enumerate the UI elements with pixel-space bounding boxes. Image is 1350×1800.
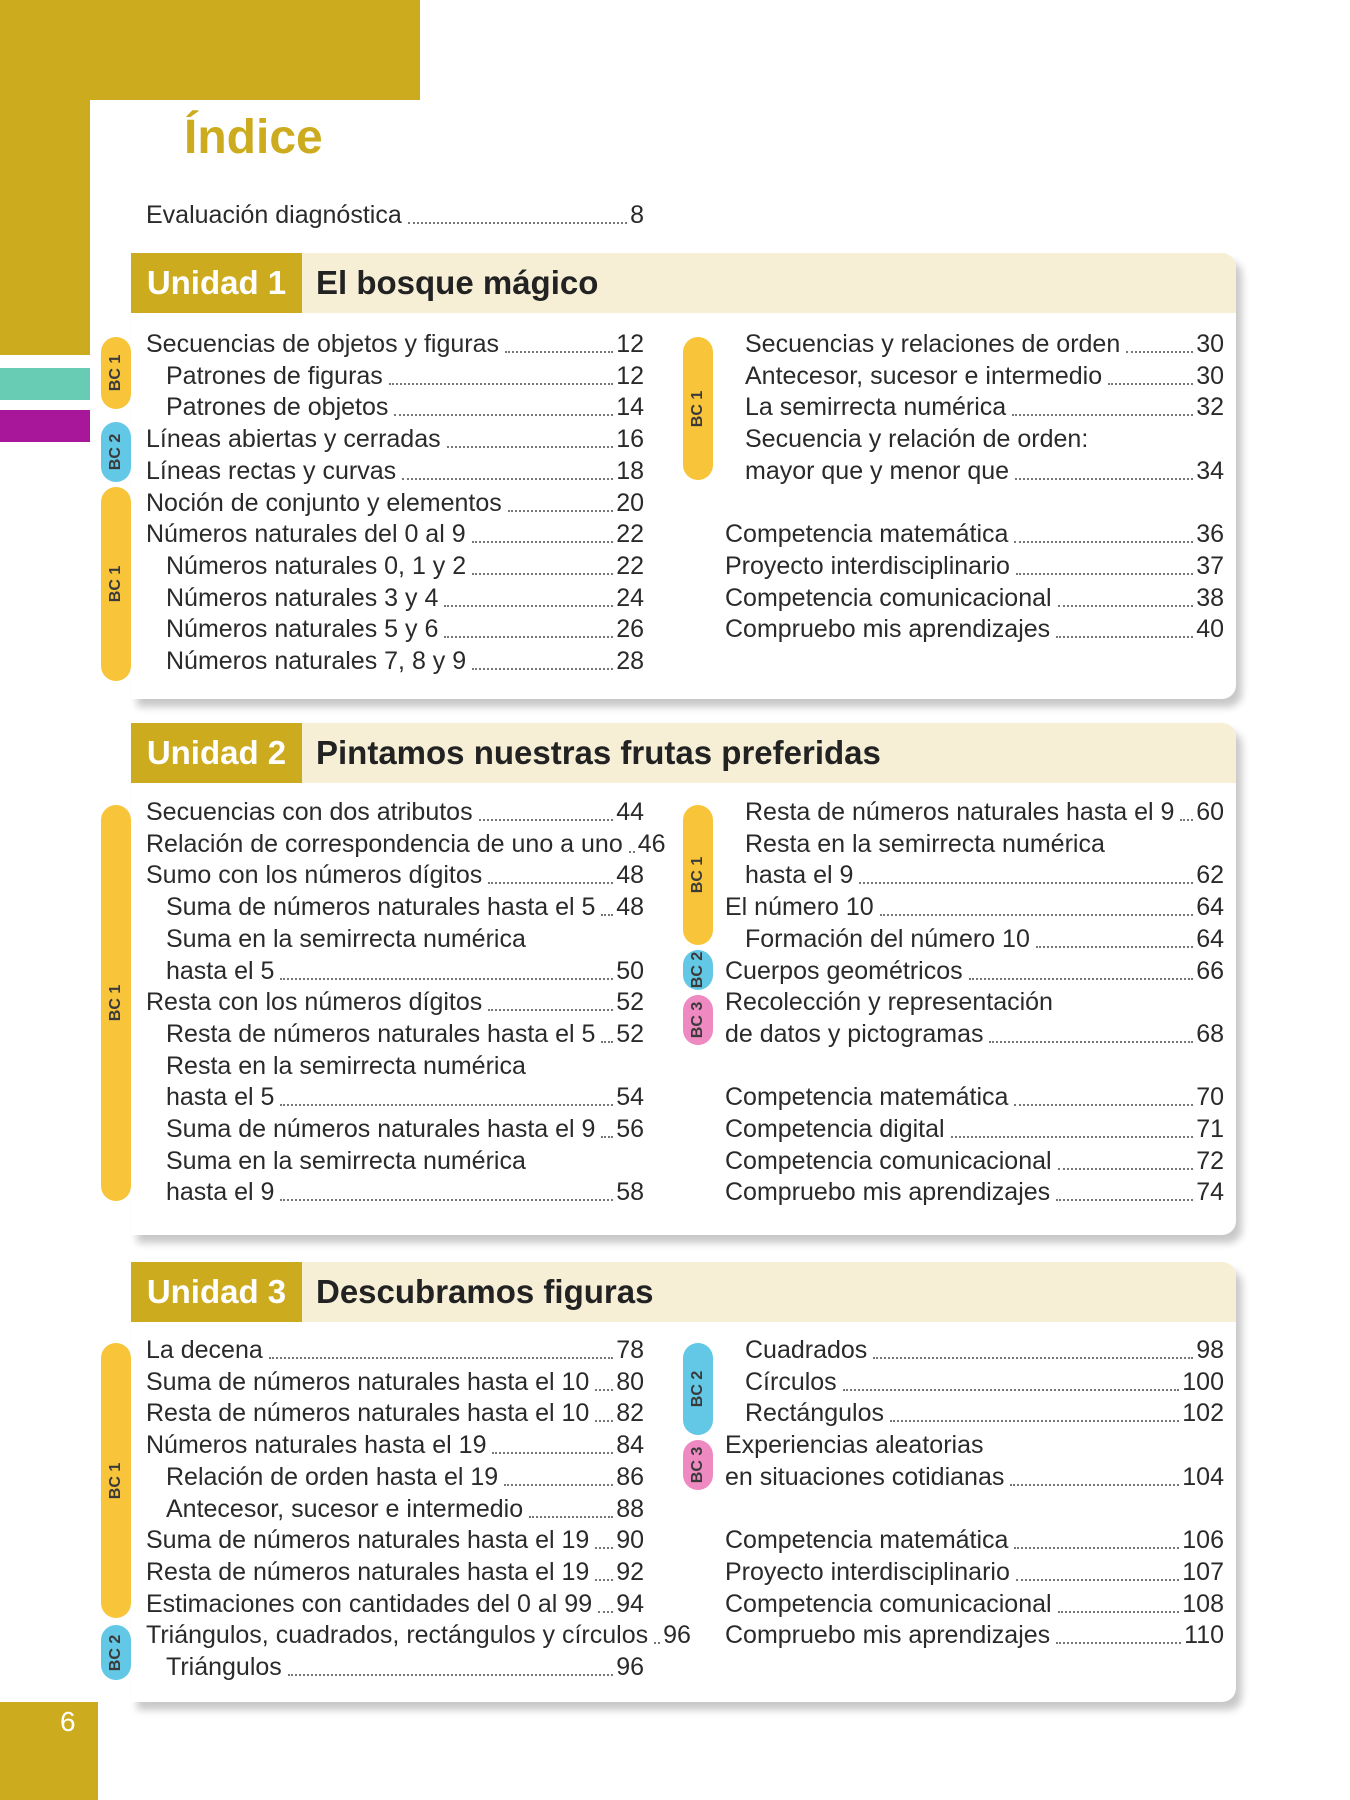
toc-entry[interactable]	[146, 423, 644, 455]
toc-entry-label: Triángulos, cuadrados, rectángulos y círculos	[146, 1621, 649, 1650]
dot-leader	[505, 351, 613, 353]
toc-entry-page: 12	[616, 330, 644, 358]
dot-leader	[1014, 1547, 1179, 1549]
toc-entry[interactable]	[146, 518, 644, 550]
toc-entry-page: 60	[1196, 798, 1224, 826]
toc-entry[interactable]	[725, 1619, 1224, 1651]
unit-header	[131, 723, 1236, 783]
toc-entry-page: 68	[1196, 1019, 1224, 1048]
block-tab-bc2	[101, 1625, 131, 1680]
toc-entry-line[interactable]: Secuencia y relación de orden:	[745, 425, 1089, 454]
toc-entry[interactable]	[146, 986, 644, 1018]
toc-entry-label: Cuerpos geométricos	[725, 956, 963, 985]
dot-leader	[1012, 414, 1193, 416]
toc-entry[interactable]	[745, 328, 1224, 360]
toc-entry-page: 30	[1196, 330, 1224, 358]
block-tab-bc2	[683, 950, 713, 990]
toc-entry[interactable]	[146, 1588, 644, 1620]
toc-entry[interactable]	[725, 1556, 1224, 1588]
toc-entry[interactable]	[745, 923, 1224, 955]
block-tab-label: BC 1	[689, 856, 706, 894]
toc-entry-label: Números naturales 3 y 4	[166, 583, 439, 612]
toc-entry-page: 74	[1196, 1178, 1224, 1207]
dot-leader	[629, 851, 635, 853]
toc-entry-page: 37	[1196, 551, 1224, 580]
dot-leader	[969, 978, 1194, 980]
toc-entry[interactable]	[166, 391, 644, 423]
toc-entry-page: 56	[616, 1115, 644, 1143]
toc-entry-page: 110	[1184, 1621, 1224, 1650]
dot-leader	[598, 1611, 613, 1613]
toc-entry-label: de datos y pictogramas	[725, 1019, 984, 1048]
dot-leader	[890, 1420, 1179, 1422]
toc-entry-page: 54	[616, 1083, 644, 1112]
toc-entry-page: 96	[616, 1653, 644, 1681]
toc-entry-label: Competencia comunicacional	[725, 583, 1052, 612]
toc-entry-page: 12	[616, 361, 644, 390]
toc-entry-page: 34	[1196, 456, 1224, 485]
dot-leader	[1016, 573, 1193, 575]
dot-leader	[408, 222, 627, 224]
dot-leader	[288, 1674, 613, 1676]
toc-entry[interactable]	[146, 455, 644, 487]
toc-entry[interactable]	[725, 1145, 1224, 1177]
block-tab-bc1	[101, 337, 131, 409]
toc-entry-label: Noción de conjunto y elementos	[146, 488, 502, 517]
toc-entry-page: 36	[1196, 520, 1224, 549]
dot-leader	[280, 1199, 613, 1201]
toc-entry-page: 52	[616, 988, 644, 1017]
toc-entry[interactable]	[725, 891, 1224, 923]
toc-entry-label: Competencia matemática	[725, 1083, 1009, 1112]
toc-entry-page: 40	[1196, 615, 1224, 644]
toc-entry[interactable]	[166, 645, 644, 677]
block-tab-label: BC 1	[107, 354, 124, 392]
toc-entry-label: hasta el 5	[166, 956, 275, 985]
toc-entry-label: Estimaciones con cantidades del 0 al 99	[146, 1589, 593, 1618]
dot-leader	[488, 1009, 613, 1011]
toc-entry-label: Triángulos	[166, 1653, 282, 1681]
toc-entry[interactable]	[146, 1397, 644, 1429]
dot-leader	[472, 573, 613, 575]
block-tab-label: BC 1	[689, 390, 706, 427]
toc-entry-label: Resta con los números dígitos	[146, 988, 483, 1017]
block-tab-label: BC 2	[107, 1634, 124, 1671]
block-tab-bc2	[683, 1343, 713, 1435]
toc-entry-label: mayor que y menor que	[745, 456, 1010, 485]
toc-entry[interactable]	[725, 518, 1224, 550]
toc-entry[interactable]	[725, 1113, 1224, 1145]
toc-entry-label: Secuencias de objetos y figuras	[146, 330, 499, 358]
dot-leader	[508, 510, 613, 512]
toc-entry-label: La decena	[146, 1336, 263, 1364]
toc-entry-page: 106	[1182, 1526, 1224, 1555]
toc-entry-page: 104	[1182, 1462, 1224, 1491]
toc-entry-page: 102	[1182, 1399, 1224, 1428]
block-tab-bc3	[683, 1440, 713, 1490]
block-tab-bc1	[101, 487, 131, 681]
toc-entry-page: 78	[616, 1336, 644, 1364]
dot-leader	[1014, 541, 1193, 543]
toc-entry-label: Competencia comunicacional	[725, 1589, 1052, 1618]
toc-entry-label: Secuencias y relaciones de orden	[745, 330, 1121, 358]
dot-leader	[595, 1547, 613, 1549]
toc-entry-page: 107	[1182, 1557, 1224, 1586]
toc-entry-line[interactable]: Resta en la semirrecta numérica	[166, 1051, 526, 1080]
toc-entry[interactable]	[725, 550, 1224, 582]
dot-leader	[595, 1420, 613, 1422]
toc-entry-page: 98	[1196, 1336, 1224, 1364]
toc-entry-label: Competencia matemática	[725, 1526, 1009, 1555]
toc-entry-label: La semirrecta numérica	[745, 393, 1007, 422]
toc-entry-label: Proyecto interdisciplinario	[725, 551, 1010, 580]
magenta-accent-bar	[0, 410, 90, 442]
toc-entry[interactable]	[166, 613, 644, 645]
toc-entry-label: Números naturales 7, 8 y 9	[166, 647, 467, 675]
block-tab-label: BC 1	[107, 565, 124, 603]
toc-entry-label: Competencia digital	[725, 1115, 945, 1143]
toc-entry-page: 62	[1196, 861, 1224, 890]
toc-entry-page: 24	[616, 583, 644, 612]
dot-leader	[1058, 605, 1194, 607]
toc-entry-page: 64	[1196, 924, 1224, 953]
toc-entry-page: 8	[630, 201, 644, 229]
toc-entry-page: 38	[1196, 583, 1224, 612]
dot-leader	[1108, 383, 1193, 385]
block-tab-bc1	[683, 805, 713, 945]
dot-leader	[595, 1579, 613, 1581]
dot-leader	[444, 636, 613, 638]
toc-entry[interactable]	[745, 859, 1224, 891]
toc-entry-label: Números naturales hasta el 19	[146, 1431, 487, 1460]
toc-entry[interactable]	[146, 1556, 644, 1588]
toc-entry[interactable]	[166, 1493, 644, 1525]
dot-leader	[595, 1389, 613, 1391]
toc-entry-label: Evaluación diagnóstica	[146, 201, 402, 229]
block-tab-bc3	[683, 995, 713, 1045]
toc-entry-page: 108	[1182, 1589, 1224, 1618]
toc-entry-evaluation[interactable]	[146, 197, 644, 231]
toc-entry-line[interactable]: Experiencias aleatorias	[725, 1431, 984, 1460]
unit-name: Pintamos nuestras frutas preferidas	[316, 734, 881, 771]
toc-entry-page: 48	[616, 861, 644, 890]
toc-entry-page: 14	[616, 393, 644, 422]
toc-entry[interactable]	[146, 1429, 644, 1461]
toc-entry-label: Cuadrados	[745, 1336, 868, 1364]
dot-leader	[1016, 1579, 1179, 1581]
block-tab-label: BC 3	[689, 1001, 706, 1039]
toc-entry-label: Círculos	[745, 1367, 837, 1396]
unit-header	[131, 253, 1236, 313]
toc-entry-label: en situaciones cotidianas	[725, 1462, 1005, 1491]
dot-leader	[654, 1642, 660, 1644]
dot-leader	[504, 1484, 613, 1486]
dot-leader	[280, 1104, 613, 1106]
toc-entry-line[interactable]: Recolección y representación	[725, 988, 1053, 1017]
toc-entry-page: 58	[616, 1178, 644, 1207]
toc-entry-label: El número 10	[725, 893, 874, 922]
unit-label: Unidad 1	[131, 253, 302, 313]
dot-leader	[488, 882, 613, 884]
toc-entry[interactable]	[146, 796, 644, 828]
page-number: 6	[60, 1706, 76, 1737]
dot-leader	[1014, 1104, 1193, 1106]
dot-leader	[1058, 1611, 1180, 1613]
toc-entry-label: Compruebo mis aprendizajes	[725, 1178, 1051, 1207]
toc-entry[interactable]	[166, 1018, 644, 1050]
toc-entry[interactable]	[146, 328, 644, 360]
block-tab-label: BC 2	[107, 433, 124, 471]
dot-leader	[444, 605, 613, 607]
dot-leader	[601, 1041, 613, 1043]
dot-leader	[402, 478, 613, 480]
toc-entry[interactable]	[146, 487, 644, 519]
dot-leader	[472, 541, 614, 543]
toc-entry-page: 64	[1196, 893, 1224, 922]
block-tab-label: BC 3	[689, 1446, 706, 1484]
toc-entry[interactable]	[146, 1334, 644, 1366]
toc-entry-label: Suma de números naturales hasta el 9	[166, 1115, 596, 1143]
toc-entry-page: 16	[616, 425, 644, 454]
toc-entry-page: 20	[616, 488, 644, 517]
dot-leader	[389, 383, 613, 385]
toc-entry-page: 66	[1196, 956, 1224, 985]
toc-entry[interactable]	[745, 1366, 1224, 1398]
toc-entry[interactable]	[725, 1524, 1224, 1556]
unit-name: El bosque mágico	[316, 264, 599, 301]
dot-leader	[880, 914, 1193, 916]
toc-entry-label: Rectángulos	[745, 1399, 884, 1428]
toc-entry[interactable]	[166, 550, 644, 582]
toc-entry-page: 82	[616, 1399, 644, 1428]
toc-entry-page: 96	[663, 1621, 691, 1650]
toc-entry[interactable]	[745, 1397, 1224, 1429]
toc-entry-label: Competencia matemática	[725, 520, 1009, 549]
block-tab-bc1	[101, 1343, 131, 1618]
toc-entry-page: 70	[1196, 1083, 1224, 1112]
toc-entry-label: Líneas abiertas y cerradas	[146, 425, 441, 454]
dot-leader	[1180, 819, 1193, 821]
dot-leader	[601, 914, 613, 916]
toc-entry-page: 18	[616, 456, 644, 485]
block-tab-bc1	[683, 337, 713, 480]
dot-leader	[601, 1136, 613, 1138]
block-tab-label: BC 2	[689, 951, 706, 989]
toc-entry-label: hasta el 5	[166, 1083, 275, 1112]
toc-entry-label: Secuencias con dos atributos	[146, 798, 473, 826]
unit-name: Descubramos figuras	[316, 1273, 654, 1310]
toc-entry-page: 84	[616, 1431, 644, 1460]
toc-entry[interactable]	[745, 360, 1224, 392]
toc-entry-line[interactable]: Suma en la semirrecta numérica	[166, 924, 526, 953]
toc-entry-label: Relación de orden hasta el 19	[166, 1462, 499, 1491]
dot-leader	[1036, 946, 1193, 948]
toc-entry[interactable]	[745, 391, 1224, 423]
toc-entry-page: 86	[616, 1462, 644, 1491]
toc-entry[interactable]	[725, 955, 1224, 987]
dot-leader	[1015, 478, 1193, 480]
unit-label: Unidad 3	[131, 1262, 302, 1322]
toc-entry[interactable]	[745, 1334, 1224, 1366]
toc-entry[interactable]	[725, 1081, 1224, 1113]
toc-entry-page: 26	[616, 615, 644, 644]
toc-entry[interactable]	[166, 1176, 644, 1208]
toc-entry-page: 52	[616, 1019, 644, 1048]
toc-entry-page: 90	[616, 1526, 644, 1555]
toc-entry-label: hasta el 9	[745, 861, 854, 890]
toc-entry[interactable]	[725, 613, 1224, 645]
toc-entry-page: 72	[1196, 1146, 1224, 1175]
toc-entry-page: 88	[616, 1494, 644, 1523]
toc-entry-label: Patrones de objetos	[166, 393, 389, 422]
dot-leader	[529, 1516, 613, 1518]
toc-entry-label: Suma de números naturales hasta el 19	[146, 1526, 590, 1555]
toc-entry[interactable]	[166, 955, 644, 987]
toc-entry-label: Relación de correspondencia de uno a uno	[146, 829, 623, 858]
toc-entry-label: Patrones de figuras	[166, 361, 383, 390]
toc-entry-label: Formación del número 10	[745, 924, 1030, 953]
block-tab-label: BC 1	[107, 1462, 124, 1499]
toc-entry-label: Antecesor, sucesor e intermedio	[745, 361, 1103, 390]
toc-entry[interactable]	[725, 1461, 1224, 1493]
dot-leader	[492, 1452, 613, 1454]
toc-entry-page: 92	[616, 1557, 644, 1586]
toc-entry-page: 22	[616, 551, 644, 580]
toc-entry-label: Proyecto interdisciplinario	[725, 1557, 1010, 1586]
toc-entry[interactable]	[146, 828, 666, 860]
unit-header	[131, 1262, 1236, 1322]
toc-entry[interactable]	[725, 1018, 1224, 1050]
toc-entry-label: Resta de números naturales hasta el 10	[146, 1399, 590, 1428]
toc-entry-label: Compruebo mis aprendizajes	[725, 615, 1051, 644]
dot-leader	[1058, 1168, 1194, 1170]
toc-entry-page: 30	[1196, 361, 1224, 390]
block-tab-bc2	[101, 422, 131, 482]
toc-entry-label: Antecesor, sucesor e intermedio	[166, 1494, 524, 1523]
dot-leader	[1010, 1484, 1179, 1486]
toc-entry-page: 50	[616, 956, 644, 985]
toc-entry[interactable]	[166, 1651, 644, 1683]
dot-leader	[859, 882, 1193, 884]
toc-entry-page: 100	[1182, 1367, 1224, 1396]
toc-entry[interactable]	[745, 455, 1224, 487]
dot-leader	[447, 446, 614, 448]
toc-entry-label: Números naturales 0, 1 y 2	[166, 551, 467, 580]
toc-entry[interactable]	[166, 1081, 644, 1113]
teal-accent-bar	[0, 368, 90, 400]
dot-leader	[1056, 636, 1193, 638]
unit-label: Unidad 2	[131, 723, 302, 783]
toc-entry-label: Números naturales del 0 al 9	[146, 520, 466, 549]
toc-entry-label: hasta el 9	[166, 1178, 275, 1207]
dot-leader	[873, 1357, 1193, 1359]
dot-leader	[394, 414, 613, 416]
toc-entry-label: Resta de números naturales hasta el 19	[146, 1557, 590, 1586]
left-color-strip	[0, 0, 90, 355]
toc-entry[interactable]	[745, 796, 1224, 828]
toc-entry-label: Competencia comunicacional	[725, 1146, 1052, 1175]
toc-entry-label: Compruebo mis aprendizajes	[725, 1621, 1051, 1650]
toc-entry-label: Suma de números naturales hasta el 10	[146, 1367, 590, 1396]
toc-entry[interactable]	[166, 582, 644, 614]
page-number-block	[0, 1702, 98, 1800]
toc-entry-page: 80	[616, 1367, 644, 1396]
toc-entry[interactable]	[166, 1113, 644, 1145]
toc-entry-line[interactable]: Suma en la semirrecta numérica	[166, 1146, 526, 1175]
dot-leader	[269, 1357, 613, 1359]
toc-entry[interactable]	[146, 1366, 644, 1398]
toc-entry-label: Resta de números naturales hasta el 5	[166, 1019, 596, 1048]
toc-entry-line[interactable]: Resta en la semirrecta numérica	[745, 829, 1105, 858]
dot-leader	[280, 978, 613, 980]
toc-entry-label: Resta de números naturales hasta el 9	[745, 798, 1175, 826]
dot-leader	[479, 819, 614, 821]
page-title: Índice	[184, 111, 323, 164]
toc-entry[interactable]	[725, 1176, 1224, 1208]
toc-entry-page: 28	[616, 647, 644, 675]
dot-leader	[989, 1041, 1193, 1043]
toc-entry[interactable]	[725, 1588, 1224, 1620]
toc-entry-page: 94	[616, 1589, 644, 1618]
block-tab-label: BC 2	[689, 1370, 706, 1408]
toc-entry-page: 32	[1196, 393, 1224, 422]
toc-entry-page: 48	[616, 893, 644, 922]
dot-leader	[1056, 1199, 1193, 1201]
toc-entry[interactable]	[146, 1619, 691, 1651]
toc-entry[interactable]	[166, 1461, 644, 1493]
dot-leader	[1056, 1642, 1181, 1644]
toc-entry-label: Suma de números naturales hasta el 5	[166, 893, 596, 922]
block-tab-label: BC 1	[107, 984, 124, 1022]
toc-entry-page: 22	[616, 520, 644, 549]
dot-leader	[472, 668, 613, 670]
toc-entry[interactable]	[146, 859, 644, 891]
block-tab-bc1	[101, 805, 131, 1201]
dot-leader	[951, 1136, 1194, 1138]
toc-entry[interactable]	[725, 582, 1224, 614]
toc-entry-label: Sumo con los números dígitos	[146, 861, 483, 890]
toc-entry-page: 46	[637, 829, 666, 858]
dot-leader	[1126, 351, 1193, 353]
toc-entry-page: 44	[616, 798, 644, 826]
dot-leader	[843, 1389, 1180, 1391]
toc-entry-label: Líneas rectas y curvas	[146, 456, 397, 485]
toc-entry[interactable]	[166, 360, 644, 392]
toc-entry-page: 71	[1196, 1115, 1224, 1143]
toc-entry[interactable]	[146, 1524, 644, 1556]
toc-entry[interactable]	[166, 891, 644, 923]
toc-entry-label: Números naturales 5 y 6	[166, 615, 439, 644]
